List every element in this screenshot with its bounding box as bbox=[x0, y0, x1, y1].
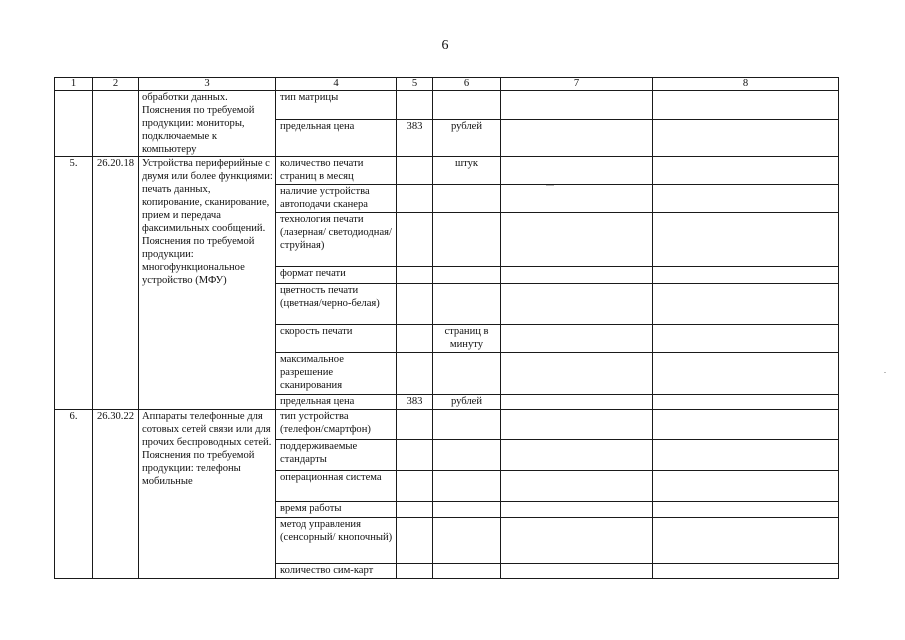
unit-cell bbox=[433, 440, 501, 471]
scan-artifact bbox=[546, 185, 554, 186]
code-cell bbox=[397, 518, 433, 564]
empty-cell bbox=[653, 157, 839, 185]
item-number-cell bbox=[55, 91, 93, 157]
item-description-cell: Аппараты телефонные для сотовых сетей связи или для прочих беспроводных сетей. Пояснения по требуемой продукции: телефоны мобильные bbox=[139, 410, 276, 579]
unit-cell bbox=[433, 471, 501, 502]
code-cell bbox=[397, 91, 433, 120]
column-header: 6 bbox=[433, 78, 501, 91]
characteristic-cell: технология печати (лазерная/ светодиодная/ струйная) bbox=[276, 213, 397, 267]
unit-cell: штук bbox=[433, 157, 501, 185]
okpd2-cell bbox=[93, 91, 139, 157]
characteristic-cell: цветность печати (цветная/черно-белая) bbox=[276, 284, 397, 325]
code-cell: 383 bbox=[397, 395, 433, 410]
code-cell bbox=[397, 213, 433, 267]
empty-cell bbox=[653, 564, 839, 579]
unit-cell: страниц в минуту bbox=[433, 325, 501, 353]
column-header: 8 bbox=[653, 78, 839, 91]
column-header: 7 bbox=[501, 78, 653, 91]
empty-cell bbox=[501, 120, 653, 157]
characteristic-cell: предельная цена bbox=[276, 120, 397, 157]
code-cell bbox=[397, 353, 433, 395]
code-cell bbox=[397, 564, 433, 579]
empty-cell bbox=[653, 267, 839, 284]
unit-cell bbox=[433, 502, 501, 518]
header-row bbox=[55, 78, 839, 91]
unit-cell bbox=[433, 185, 501, 213]
characteristic-cell: время работы bbox=[276, 502, 397, 518]
characteristic-cell: тип матрицы bbox=[276, 91, 397, 120]
scan-artifact bbox=[884, 372, 886, 373]
empty-cell bbox=[501, 213, 653, 267]
characteristic-cell: максимальное разрешение сканирования bbox=[276, 353, 397, 395]
empty-cell bbox=[501, 325, 653, 353]
characteristic-cell: формат печати bbox=[276, 267, 397, 284]
empty-cell bbox=[653, 91, 839, 120]
empty-cell bbox=[501, 353, 653, 395]
column-header: 2 bbox=[93, 78, 139, 91]
code-cell bbox=[397, 471, 433, 502]
code-cell bbox=[397, 185, 433, 213]
item-description-cell: Устройства периферийные с двумя или более функциями: печать данных, копирование, сканирование, прием и передача факсимильных сообщений. Пояснения по требуемой продукции: многофункциональное устройство (МФУ) bbox=[139, 157, 276, 410]
empty-cell bbox=[501, 185, 653, 213]
code-cell bbox=[397, 325, 433, 353]
page-number: 6 bbox=[441, 38, 449, 53]
unit-cell: рублей bbox=[433, 395, 501, 410]
empty-cell bbox=[501, 284, 653, 325]
empty-cell bbox=[653, 284, 839, 325]
code-cell bbox=[397, 284, 433, 325]
empty-cell bbox=[653, 395, 839, 410]
empty-cell bbox=[501, 564, 653, 579]
unit-cell bbox=[433, 518, 501, 564]
empty-cell bbox=[501, 518, 653, 564]
unit-cell bbox=[433, 564, 501, 579]
characteristic-cell: тип устройства (телефон/смартфон) bbox=[276, 410, 397, 440]
table-row bbox=[55, 91, 839, 120]
empty-cell bbox=[501, 267, 653, 284]
empty-cell bbox=[653, 471, 839, 502]
empty-cell bbox=[653, 120, 839, 157]
characteristic-cell: предельная цена bbox=[276, 395, 397, 410]
code-cell bbox=[397, 410, 433, 440]
characteristic-cell: поддерживаемые стандарты bbox=[276, 440, 397, 471]
empty-cell bbox=[501, 502, 653, 518]
empty-cell bbox=[653, 353, 839, 395]
column-header: 3 bbox=[139, 78, 276, 91]
empty-cell bbox=[653, 213, 839, 267]
empty-cell bbox=[653, 502, 839, 518]
code-cell bbox=[397, 157, 433, 185]
empty-cell bbox=[653, 185, 839, 213]
empty-cell bbox=[501, 410, 653, 440]
item-description-cell: обработки данных. Пояснения по требуемой продукции: мониторы, подключаемые к компьютеру bbox=[139, 91, 276, 157]
empty-cell bbox=[653, 410, 839, 440]
item-number-cell: 5. bbox=[55, 157, 93, 410]
empty-cell bbox=[501, 91, 653, 120]
unit-cell bbox=[433, 267, 501, 284]
code-cell bbox=[397, 267, 433, 284]
table-row bbox=[55, 410, 839, 440]
characteristic-cell: метод управления (сенсорный/ кнопочный) bbox=[276, 518, 397, 564]
empty-cell bbox=[501, 157, 653, 185]
item-number-cell: 6. bbox=[55, 410, 93, 579]
characteristic-cell: количество печати страниц в месяц bbox=[276, 157, 397, 185]
empty-cell bbox=[501, 440, 653, 471]
column-header: 5 bbox=[397, 78, 433, 91]
code-cell: 383 bbox=[397, 120, 433, 157]
characteristic-cell: наличие устройства автоподачи сканера bbox=[276, 185, 397, 213]
table-row bbox=[55, 157, 839, 185]
empty-cell bbox=[653, 518, 839, 564]
empty-cell bbox=[501, 471, 653, 502]
empty-cell bbox=[653, 325, 839, 353]
empty-cell bbox=[501, 395, 653, 410]
characteristic-cell: количество сим-карт bbox=[276, 564, 397, 579]
specification-table bbox=[54, 77, 839, 579]
column-header: 4 bbox=[276, 78, 397, 91]
characteristic-cell: скорость печати bbox=[276, 325, 397, 353]
characteristic-cell: операционная система bbox=[276, 471, 397, 502]
okpd2-cell: 26.30.22 bbox=[93, 410, 139, 579]
column-header: 1 bbox=[55, 78, 93, 91]
unit-cell: рублей bbox=[433, 120, 501, 157]
unit-cell bbox=[433, 410, 501, 440]
code-cell bbox=[397, 440, 433, 471]
unit-cell bbox=[433, 213, 501, 267]
okpd2-cell: 26.20.18 bbox=[93, 157, 139, 410]
empty-cell bbox=[653, 440, 839, 471]
unit-cell bbox=[433, 91, 501, 120]
unit-cell bbox=[433, 284, 501, 325]
unit-cell bbox=[433, 353, 501, 395]
code-cell bbox=[397, 502, 433, 518]
